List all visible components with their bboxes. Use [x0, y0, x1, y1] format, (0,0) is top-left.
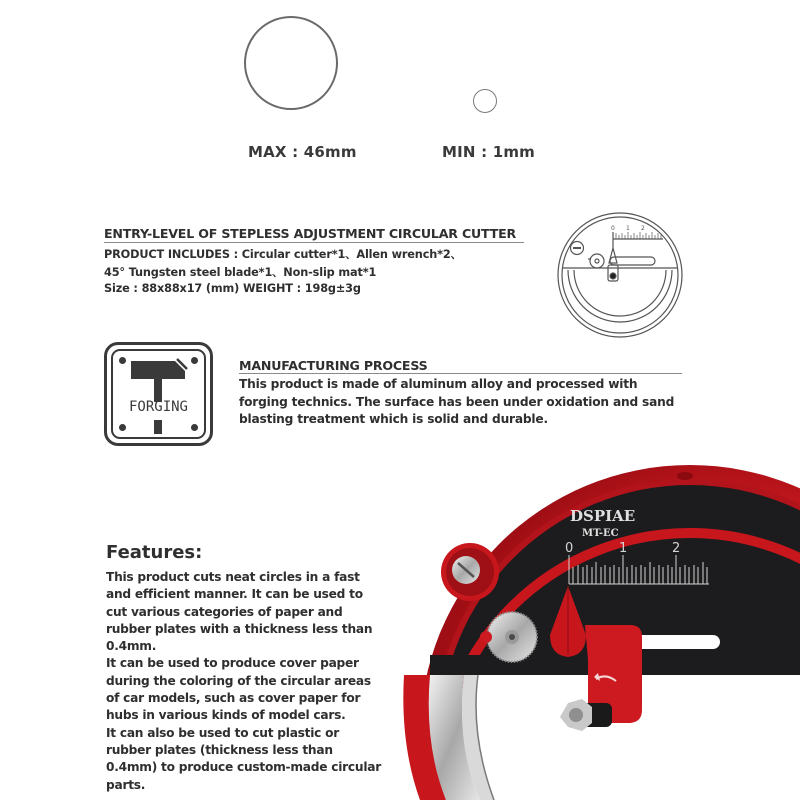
spec-title: ENTRY-LEVEL OF STEPLESS ADJUSTMENT CIRCULAR CUTTER — [104, 226, 524, 243]
svg-text:1: 1 — [626, 225, 630, 232]
size-weight-line: Size : 88x88x17 (mm) WEIGHT : 198g±3g — [104, 282, 361, 295]
includes-line-2: 45° Tungsten steel blade*1、Non-slip mat*1 — [104, 266, 377, 279]
forging-label: FORGING — [128, 399, 188, 415]
feature-paragraph: This product cuts neat circles in a fast and efficient manner. It can be used to cut various categories of paper and rubber plates with a thickness less than 0.4mm. — [106, 570, 373, 654]
feature-paragraph: It can be used to produce cover paper during the coloring of the circular areas of car models, such as cover paper for hubs in various kinds of model cars. — [106, 656, 371, 723]
feature-paragraph: It can also be used to cut plastic or rubber plates (thickness less than 0.4mm) to produce custom-made circular parts. — [106, 725, 381, 792]
svg-text:1: 1 — [619, 541, 628, 556]
min-size-label: MIN : 1mm — [442, 143, 536, 161]
max-size-label: MAX : 46mm — [248, 143, 357, 161]
screw-icon — [119, 424, 126, 431]
max-circle-icon — [244, 16, 338, 110]
manufacturing-body: This product is made of aluminum alloy and processed with forging technics. The surface has been under oxidation and sand blasting treatment which is solid and durable. — [239, 377, 675, 426]
svg-text:0: 0 — [565, 541, 574, 556]
features-title: Features: — [106, 542, 203, 563]
hammer-icon — [127, 357, 193, 437]
svg-text:2: 2 — [641, 225, 645, 232]
svg-text:2: 2 — [672, 541, 681, 556]
manufacturing-title: MANUFACTURING PROCESS — [239, 358, 682, 374]
features-body — [106, 569, 386, 794]
includes-line-1: PRODUCT INCLUDES : Circular cutter*1、Allen wrench*2、 — [104, 248, 462, 261]
model-name: MT-EC — [582, 528, 619, 539]
screw-icon — [119, 357, 126, 364]
cutter-diagram-icon — [550, 208, 690, 344]
brand-name: DSPIAE — [570, 507, 636, 525]
product-photo — [360, 455, 800, 800]
min-circle-icon — [473, 89, 497, 113]
svg-text:0: 0 — [611, 225, 615, 232]
forging-badge — [104, 342, 213, 446]
